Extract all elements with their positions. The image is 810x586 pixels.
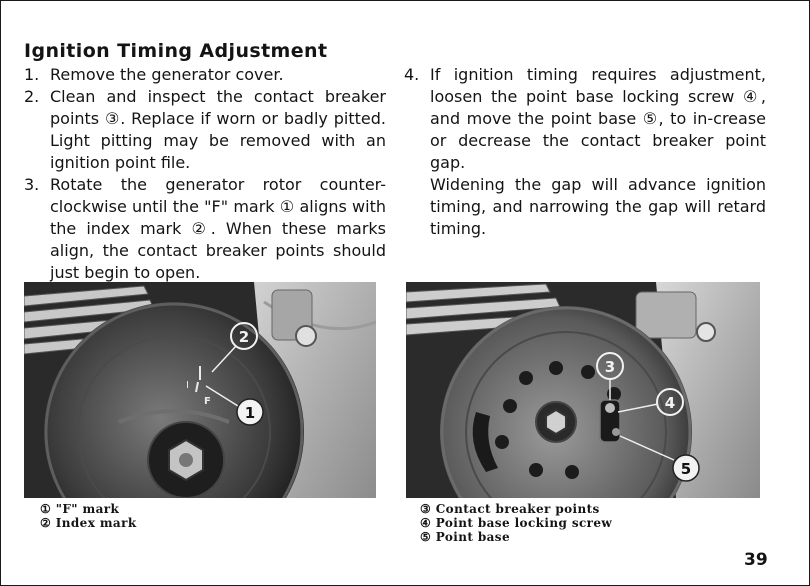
step-number: 2. <box>24 87 40 106</box>
step-text: Clean and inspect the contact breaker points ③. Replace if worn or badly pitted. Light pitting may be removed with an ignition point file. <box>50 87 386 172</box>
rotor-timing-photo <box>24 282 376 498</box>
rotor-photo-illustration <box>24 282 376 498</box>
step-4-note: Widening the gap will advance ignition timing, and narrowing the gap will retard timing. <box>430 175 766 238</box>
callout-4-label: 4 <box>664 394 676 412</box>
f-mark-label: F <box>204 396 211 407</box>
legend-item: ④ Point base locking screw <box>420 516 613 530</box>
left-column <box>24 64 386 284</box>
callout-5-label: 5 <box>680 460 692 478</box>
step-text: If ignition timing requires adjustment, loosen the point base locking screw ④, and move the point base ⑤, to in-crease or decrease the contact breaker point gap. <box>430 65 766 172</box>
callout-3-label: 3 <box>604 358 616 376</box>
contact-breaker-photo <box>406 282 760 498</box>
page-number: 39 <box>744 550 768 570</box>
step-3 <box>24 174 386 284</box>
step-text: Rotate the generator rotor counter-clockwise until the "F" mark ① aligns with the index mark ②. When these marks align, the contact breaker points should just begin to open. <box>50 175 386 282</box>
step-number: 4. <box>404 65 420 84</box>
step-number: 1. <box>24 65 40 84</box>
left-figure-legend <box>40 502 137 530</box>
right-figure-legend <box>420 502 612 544</box>
step-1 <box>24 64 386 86</box>
step-4 <box>404 64 766 174</box>
step-text: Remove the generator cover. <box>50 65 284 84</box>
callout-1-label: 1 <box>244 404 256 422</box>
index-mark-label: I <box>186 380 189 391</box>
page-title: Ignition Timing Adjustment <box>24 40 328 62</box>
legend-item: ⑤ Point base <box>420 530 511 544</box>
right-column <box>404 64 766 240</box>
breaker-photo-illustration <box>406 282 760 498</box>
step-2 <box>24 86 386 174</box>
callout-2-label: 2 <box>238 328 250 346</box>
legend-item: ① "F" mark <box>40 502 120 516</box>
legend-item: ③ Contact breaker points <box>420 502 600 516</box>
step-number: 3. <box>24 175 40 194</box>
legend-item: ② Index mark <box>40 516 137 530</box>
